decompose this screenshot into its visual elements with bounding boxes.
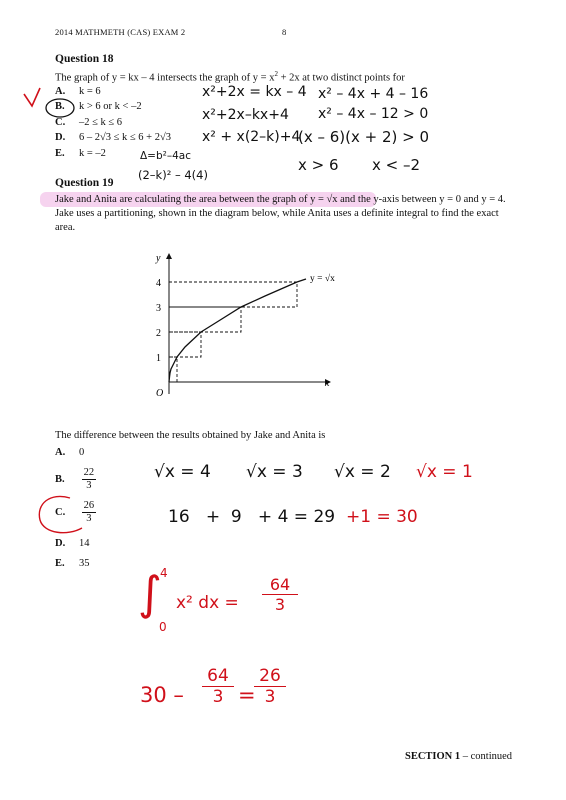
q18-work-line-4: x² – 4x + 4 – 16 — [318, 86, 429, 102]
q18-discriminant-expression: (2–k)² – 4(4) — [138, 168, 208, 182]
q19-option-a[interactable] — [55, 447, 84, 458]
q19-sum-black: 16 + 9 + 4 = 29 — [168, 507, 336, 527]
q18-work-line-5: x² – 4x – 12 > 0 — [318, 106, 429, 122]
q19-sum-red: +1 = 30 — [346, 507, 418, 527]
final-equals: = — [238, 683, 256, 707]
option-letter: C. — [55, 117, 66, 128]
option-letter: B. — [55, 474, 65, 485]
q18-discriminant-formula: Δ=b²–4ac — [140, 150, 191, 162]
q18-stem-part-b: + 2x at two distinct points for — [277, 72, 405, 84]
option-letter: B. — [55, 101, 65, 112]
option-text: –2 ≤ k ≤ 6 — [79, 117, 123, 128]
q18-work-line-3: x² + x(2–k)+4 — [202, 129, 301, 145]
q19-graph — [140, 248, 360, 408]
option-value: 35 — [79, 558, 90, 569]
q18-solution-b: x < –2 — [372, 156, 421, 174]
q19-option-b[interactable] — [55, 467, 96, 492]
y-tick-1: 1 — [156, 353, 161, 364]
q19-root-4: √x = 4 — [154, 462, 211, 482]
integral-result-numerator: 64 — [262, 575, 298, 595]
partition-rectangles — [169, 282, 297, 382]
option-letter: A. — [55, 86, 66, 97]
page-number: 8 — [282, 27, 287, 37]
fraction-denominator: 3 — [86, 513, 92, 524]
q19-answer-circle-icon — [30, 490, 100, 540]
option-text: 6 – 2√3 ≤ k ≤ 6 + 2√3 — [79, 132, 171, 143]
q19-root-1: √x = 1 — [416, 462, 473, 482]
q19-stem-line-2: Jake uses a partitioning, shown in the diagram below, while Anita uses a definite integral to find the exact — [55, 208, 499, 219]
q18-work-line-6: (x – 6)(x + 2) > 0 — [298, 128, 430, 146]
integral-result — [262, 575, 298, 614]
option-text: k = –2 — [79, 148, 106, 159]
origin-label: O — [156, 388, 164, 399]
option-value: 0 — [79, 447, 85, 458]
integral-upper-limit: 4 — [160, 566, 168, 580]
y-tick-4: 4 — [156, 278, 161, 289]
integral-body: x² dx = — [176, 593, 239, 613]
integral-sign-icon: ∫ — [138, 566, 162, 620]
option-text: k > 6 or k < –2 — [79, 101, 142, 112]
footer-continued: – continued — [460, 751, 513, 762]
final-fraction-2 — [254, 666, 286, 707]
final-fraction-1-numerator: 64 — [202, 666, 234, 687]
q18-stem-part-a: The graph of y = kx – 4 intersects the graph of y = x — [55, 72, 275, 84]
q18-work-line-2: x²+2x–kx+4 — [202, 107, 289, 123]
question-18-stem — [55, 67, 405, 86]
q19-root-2: √x = 2 — [334, 462, 391, 482]
q19-option-e[interactable] — [55, 558, 90, 569]
y-tick-3: 3 — [156, 303, 161, 314]
sqrt-curve — [169, 279, 306, 382]
y-tick-2: 2 — [156, 328, 161, 339]
q19-stem-line-3: area. — [55, 222, 76, 233]
option-letter: C. — [55, 507, 66, 518]
x-axis-label: x — [325, 378, 330, 389]
q19-prompt: The difference between the results obtained by Jake and Anita is — [55, 430, 326, 441]
final-fraction-2-numerator: 26 — [254, 666, 286, 687]
option-letter: E. — [55, 148, 65, 159]
q18-option-e[interactable] — [55, 148, 106, 159]
section-footer — [405, 751, 512, 762]
footer-section: SECTION 1 — [405, 751, 461, 762]
option-letter: D. — [55, 132, 66, 143]
final-fraction-1 — [202, 666, 234, 707]
final-fraction-2-denominator: 3 — [264, 687, 276, 707]
q19-root-3: √x = 3 — [246, 462, 303, 482]
final-30-minus: 30 – — [140, 683, 184, 707]
q18-answer-mark-icon — [20, 82, 80, 122]
final-fraction-1-denominator: 3 — [212, 687, 224, 707]
option-fraction — [82, 467, 97, 492]
q18-solution-a: x > 6 — [298, 156, 339, 174]
integral-result-denominator: 3 — [274, 595, 286, 614]
option-letter: A. — [55, 447, 66, 458]
q18-option-d[interactable] — [55, 132, 171, 143]
fraction-denominator: 3 — [86, 480, 92, 491]
q18-stem-sup: 2 — [274, 70, 278, 78]
option-letter: E. — [55, 558, 65, 569]
exam-header: 2014 MATHMETH (CAS) EXAM 2 — [55, 27, 186, 37]
option-value: 14 — [79, 538, 90, 549]
option-letter: D. — [55, 538, 66, 549]
integral-lower-limit: 0 — [159, 620, 167, 634]
y-axis-label: y — [156, 253, 161, 264]
q19-stem-line-1: Jake and Anita are calculating the area between the graph of y = √x and the y-axis between y = 0 and y = 4. — [55, 194, 506, 205]
curve-label: y = √x — [310, 274, 335, 284]
question-19-title: Question 19 — [55, 177, 114, 189]
fraction-numerator: 22 — [83, 467, 95, 478]
question-18-title: Question 18 — [55, 53, 114, 65]
q18-work-line-1: x²+2x = kx – 4 — [202, 84, 307, 100]
option-text: k = 6 — [79, 86, 101, 97]
fraction-numerator: 26 — [83, 500, 95, 511]
